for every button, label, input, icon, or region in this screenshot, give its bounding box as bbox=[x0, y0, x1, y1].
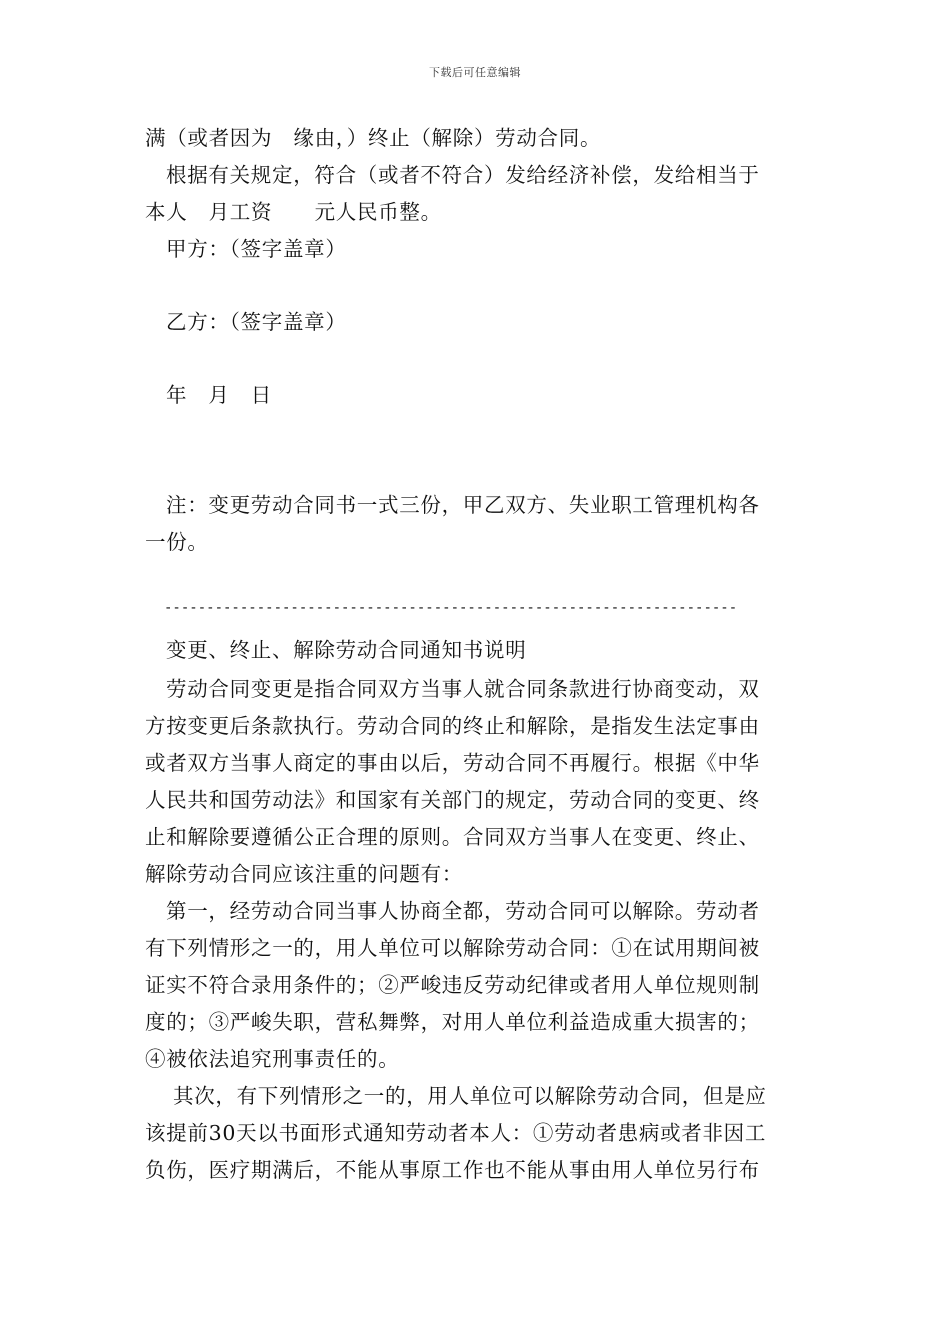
party-a-signature: 甲方：（签字盖章） bbox=[166, 237, 347, 261]
paragraph-1-line-6: 解除劳动合同应该注重的问题有： bbox=[145, 862, 463, 886]
date-line: 年 月 日 bbox=[166, 383, 272, 407]
text-line-1: 满（或者因为 缘由，）终止（解除）劳动合同。 bbox=[145, 126, 602, 150]
note-line-2: 一份。 bbox=[145, 530, 209, 554]
paragraph-1-line-2: 方按变更后条款执行。劳动合同的终止和解除，是指发生法定事由 bbox=[145, 714, 760, 738]
party-b-signature: 乙方：（签字盖章） bbox=[166, 310, 347, 334]
paragraph-3-line-2: 该提前30天以书面形式通知劳动者本人：①劳动者患病或者非因工 bbox=[145, 1121, 767, 1145]
paragraph-1-line-5: 止和解除要遵循公正合理的原则。合同双方当事人在变更、终止、 bbox=[145, 825, 760, 849]
section-title: 变更、终止、解除劳动合同通知书说明 bbox=[166, 638, 527, 662]
paragraph-2-line-1: 第一，经劳动合同当事人协商全都，劳动合同可以解除。劳动者 bbox=[166, 899, 760, 923]
text-line-3: 本人 月工资 元人民币整。 bbox=[145, 200, 442, 224]
section-divider: -------------------------------------------------------------------- bbox=[164, 600, 738, 616]
paragraph-2-line-5: ④被依法追究刑事责任的。 bbox=[145, 1047, 400, 1071]
paragraph-3-line-1: 其次，有下列情形之一的，用人单位可以解除劳动合同，但是应 bbox=[173, 1084, 767, 1108]
paragraph-3-line-3: 负伤，医疗期满后，不能从事原工作也不能从事由用人单位另行布 bbox=[145, 1158, 760, 1182]
paragraph-1-line-3: 或者双方当事人商定的事由以后，劳动合同不再履行。根据《中华 bbox=[145, 751, 760, 775]
page-header-watermark: 下载后可任意编辑 bbox=[429, 66, 521, 79]
text-line-2: 根据有关规定，符合（或者不符合）发给经济补偿，发给相当于 bbox=[166, 163, 760, 187]
paragraph-2-line-4: 度的；③严峻失职，营私舞弊，对用人单位利益造成重大损害的； bbox=[145, 1010, 760, 1034]
paragraph-1-line-1: 劳动合同变更是指合同双方当事人就合同条款进行协商变动，双 bbox=[166, 677, 760, 701]
paragraph-2-line-2: 有下列情形之一的，用人单位可以解除劳动合同：①在试用期间被 bbox=[145, 936, 760, 960]
paragraph-2-line-3: 证实不符合录用条件的；②严峻违反劳动纪律或者用人单位规则制 bbox=[145, 973, 760, 997]
paragraph-1-line-4: 人民共和国劳动法》和国家有关部门的规定，劳动合同的变更、终 bbox=[145, 788, 760, 812]
note-line-1: 注：变更劳动合同书一式三份，甲乙双方、失业职工管理机构各 bbox=[166, 493, 760, 517]
